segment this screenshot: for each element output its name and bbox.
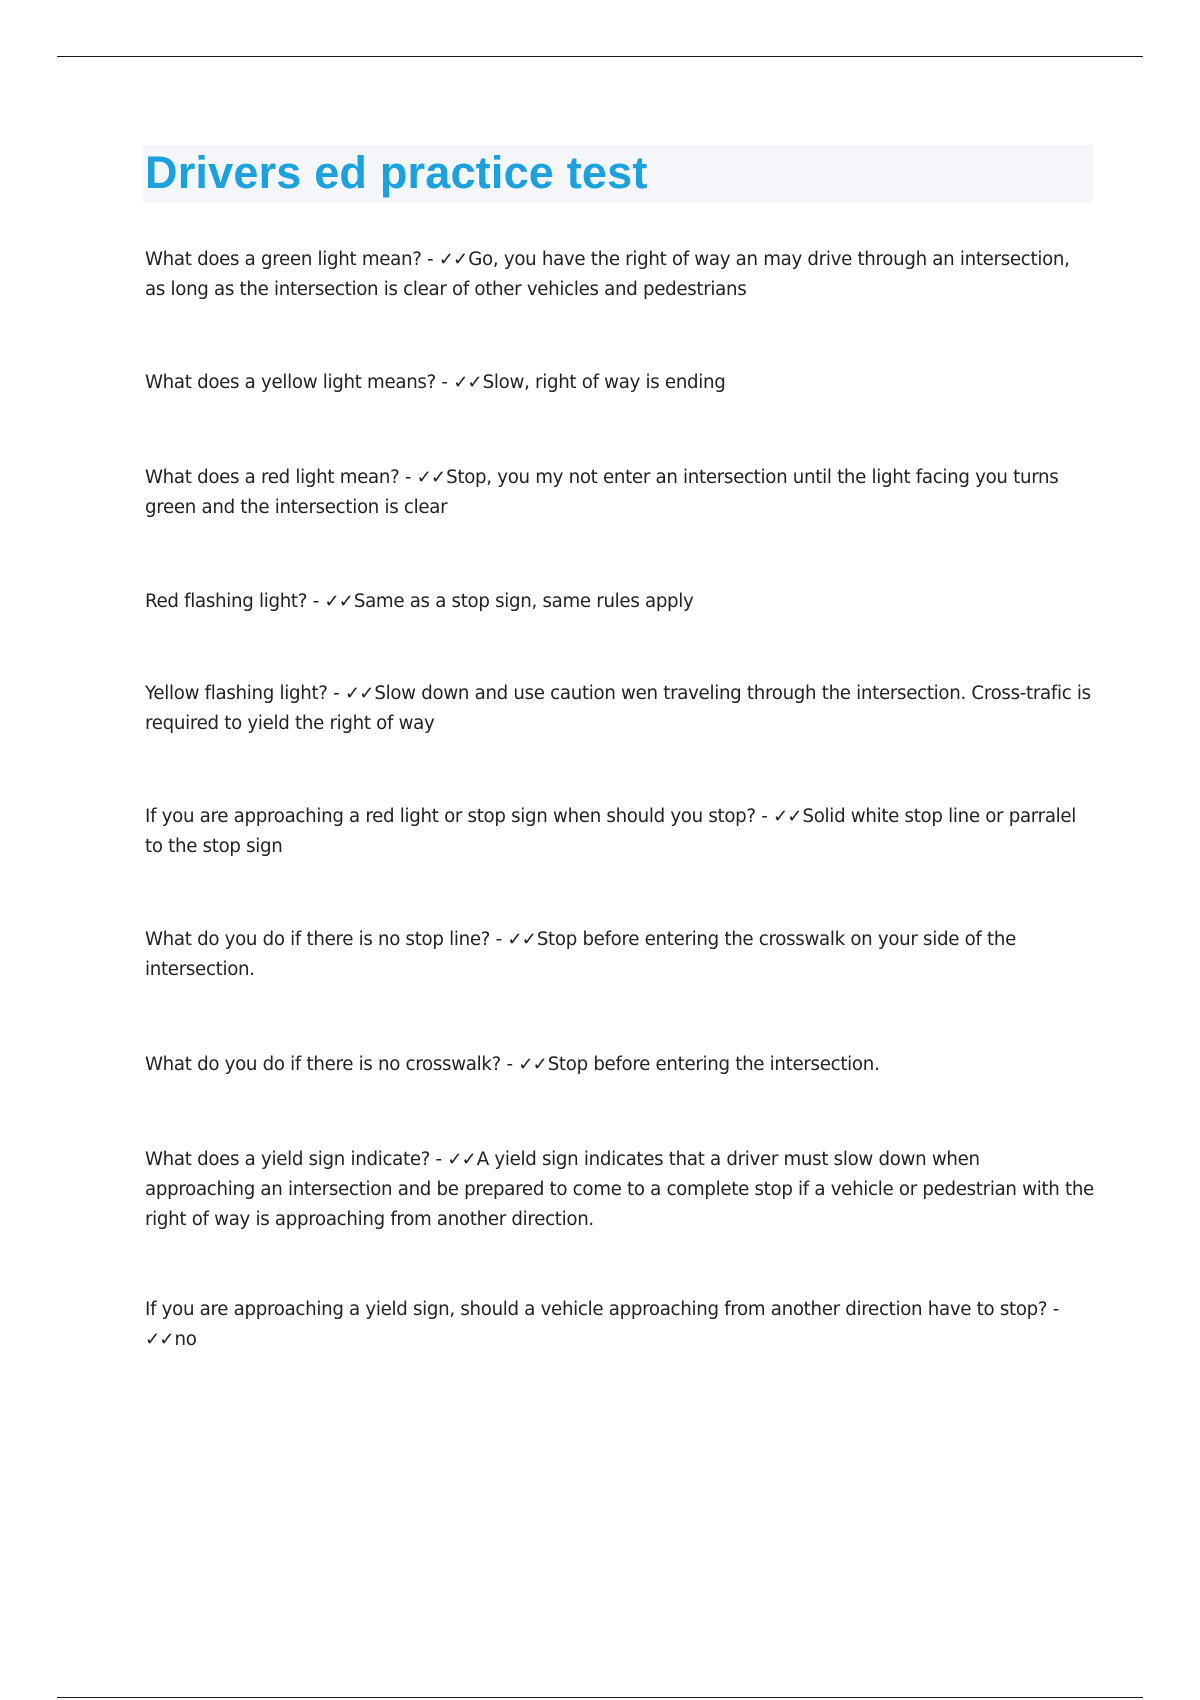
- answer-text: Stop, you my not enter an intersection until the light facing you turns green and the intersection is clear: [145, 467, 1059, 518]
- answer-text: Same as a stop sign, same rules apply: [353, 591, 694, 612]
- question-text: What do you do if there is no crosswalk? -: [145, 1054, 519, 1075]
- qa-item-9: [145, 1145, 1095, 1235]
- footer-rule: [57, 1697, 1143, 1698]
- question-text: What do you do if there is no stop line? -: [145, 929, 508, 950]
- title-band: [143, 145, 1093, 203]
- qa-item-3: [145, 463, 1095, 523]
- answer-text: Stop before entering the crosswalk on your side of the intersection.: [145, 929, 1016, 980]
- double-check-icon: ✓✓: [145, 1329, 174, 1350]
- qa-item-4: [145, 587, 1095, 617]
- question-text: What does a red light mean? -: [145, 467, 417, 488]
- double-check-icon: ✓✓: [518, 1054, 547, 1075]
- qa-item-2: [145, 368, 1095, 398]
- qa-item-5: [145, 679, 1095, 739]
- qa-item-7: [145, 925, 1095, 985]
- header-rule: [57, 56, 1143, 57]
- double-check-icon: ✓✓: [453, 372, 482, 393]
- question-text: What does a green light mean? -: [145, 249, 439, 270]
- document-title: Drivers ed practice test: [145, 147, 648, 198]
- answer-text: Slow, right of way is ending: [482, 372, 726, 393]
- qa-item-8: [145, 1050, 1095, 1080]
- answer-text: Slow down and use caution wen traveling through the intersection. Cross-trafic is required to yield the right of way: [145, 683, 1091, 734]
- question-text: Yellow flashing light? -: [145, 683, 345, 704]
- double-check-icon: ✓✓: [416, 467, 446, 488]
- double-check-icon: ✓✓: [344, 683, 374, 704]
- question-text: Red flashing light? -: [145, 591, 325, 612]
- question-text: What does a yield sign indicate? -: [145, 1149, 448, 1170]
- double-check-icon: ✓✓: [507, 929, 536, 950]
- double-check-icon: ✓✓: [447, 1149, 476, 1170]
- question-text: If you are approaching a yield sign, should a vehicle approaching from another direction have to stop? -: [145, 1299, 1059, 1320]
- answer-text: A yield sign indicates that a driver must slow down when approaching an intersection and be prepared to come to a complete stop if a vehicle or pedestrian with the right of way is approaching from another direction.: [145, 1149, 1094, 1230]
- question-text: If you are approaching a red light or stop sign when should you stop? -: [145, 806, 773, 827]
- double-check-icon: ✓✓: [438, 249, 468, 270]
- qa-item-1: [145, 245, 1095, 305]
- double-check-icon: ✓✓: [324, 591, 353, 612]
- answer-text: Go, you have the right of way an may drive through an intersection, as long as the intersection is clear of other vehicles and pedestrians: [145, 249, 1070, 300]
- question-text: What does a yellow light means? -: [145, 372, 454, 393]
- qa-item-6: [145, 802, 1095, 862]
- answer-text: no: [174, 1329, 197, 1350]
- double-check-icon: ✓✓: [773, 806, 802, 827]
- qa-item-10: [145, 1295, 1095, 1355]
- answer-text: Solid white stop line or parralel to the stop sign: [145, 806, 1077, 857]
- answer-text: Stop before entering the intersection.: [547, 1054, 880, 1075]
